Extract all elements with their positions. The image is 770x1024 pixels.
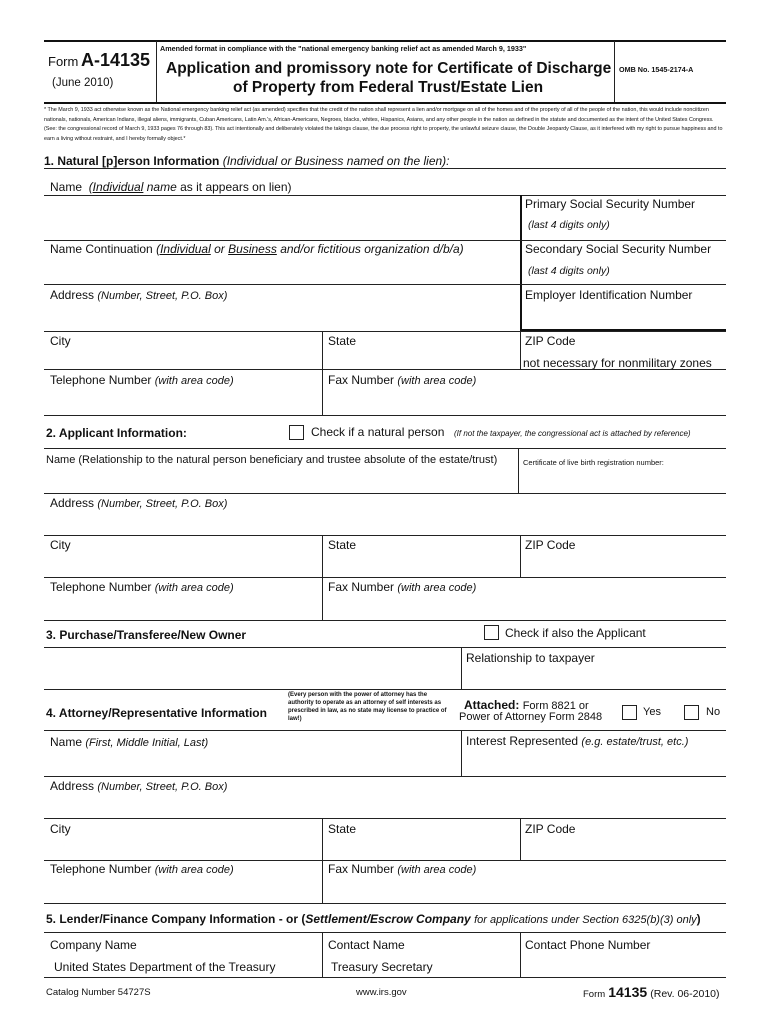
attorney-zip-label: ZIP Code: [525, 822, 576, 836]
company-name-value[interactable]: United States Department of the Treasury: [54, 960, 276, 974]
omb-number: OMB No. 1545-2174-A: [619, 65, 694, 74]
attorney-telephone-label: Telephone Number (with area code): [50, 862, 234, 876]
zip-label: ZIP Code: [525, 334, 576, 348]
top-note: Amended format in compliance with the "national emergency banking relief act as amended March 9, 1933": [160, 44, 527, 53]
zip-note: not necessary for nonmilitary zones: [523, 356, 712, 370]
birth-certificate-label: Certificate of live birth registration number:: [523, 458, 664, 467]
applicant-zip-label: ZIP Code: [525, 538, 576, 552]
section3-heading: 3. Purchase/Transferee/New Owner: [46, 628, 247, 642]
attorney-name-label: Name (First, Middle Initial, Last): [50, 735, 209, 749]
applicant-city-label: City: [50, 538, 71, 552]
form-number: A-14135: [81, 50, 151, 70]
secondary-ssn-note: (last 4 digits only): [528, 265, 610, 277]
attached-line2: Power of Attorney Form 2848: [459, 711, 603, 723]
poa-yes-label: Yes: [643, 706, 661, 718]
city-label: City: [50, 334, 71, 348]
also-applicant-checkbox[interactable]: [484, 625, 499, 640]
section2-heading: 2. Applicant Information:: [46, 426, 187, 440]
ein-label: Employer Identification Number: [525, 288, 693, 302]
attorney-city-label: City: [50, 822, 71, 836]
poa-no-label: No: [706, 706, 721, 718]
section4-heading: 4. Attorney/Representative Information: [46, 706, 267, 720]
name-label: Name (Individual name as it appears on lien): [50, 180, 292, 194]
applicant-name-label: Name (Relationship to the natural person beneficiary and trustee absolute of the estate/trust): [46, 454, 498, 466]
natural-person-label: Check if a natural person: [311, 425, 445, 439]
preamble-text: * The March 9, 1933 act otherwise known as the National emergency banking relief act (as amended) specifies that the credit of the nation shall represent a lien and/or mortgage on all of the homes and of the property of all of the people of the nation, this would include nonciitizen nationals, nationals, American Indians, illegal aliens, immigrants, Cuban Americans, Latin Am.'s, African-Americans, Negroes, blacks, whites, Hispanics, Asians, and any other people in the nation as defined in the statute and documented as the intent of the United States Congress. (See: the congressional record of March 9, 1933 pages 76 through 83). This act intentionally and deliberately violated the takings clause, the due process right to property, the unlawful seizure clause, the Double Jeopardy Clause, as it interfered with my right to pursue happiness and to earn a living without restraint, and I hereby formally object.*: [44, 107, 723, 142]
interest-represented-label: Interest Represented (e.g. estate/trust, etc.): [466, 734, 689, 748]
website-link[interactable]: www.irs.gov: [356, 987, 407, 998]
catalog-number: Catalog Number 54727S: [46, 987, 151, 998]
poa-note: (Every person with the power of attorney has the authority to operate as an attorney of self interests as prescribed in law, as no state may license to practice of law!): [288, 692, 447, 722]
telephone-label: Telephone Number (with area code): [50, 373, 234, 387]
fax-label: Fax Number (with area code): [328, 373, 477, 387]
relationship-label: Relationship to taxpayer: [466, 651, 595, 665]
form-label: Form: [48, 54, 79, 69]
contact-name-value[interactable]: Treasury Secretary: [331, 960, 433, 974]
applicant-fax-label: Fax Number (with area code): [328, 580, 477, 594]
form-title-line2: of Property from Federal Trust/Estate Lien: [233, 79, 544, 96]
name-field[interactable]: [44, 196, 520, 240]
section1-heading: 1. Natural [p]erson Information (Individual or Business named on the lien):: [44, 154, 450, 168]
form-date: (June 2010): [52, 77, 114, 89]
address-label: Address (Number, Street, P.O. Box): [50, 288, 228, 302]
form-title-line1: Application and promissory note for Certificate of Discharge: [166, 60, 612, 77]
applicant-state-label: State: [328, 538, 357, 552]
contact-name-label: Contact Name: [328, 938, 405, 952]
secondary-ssn-label: Secondary Social Security Number: [525, 242, 712, 256]
company-name-label: Company Name: [50, 938, 137, 952]
primary-ssn-note: (last 4 digits only): [528, 219, 610, 231]
contact-phone-label: Contact Phone Number: [525, 938, 651, 952]
poa-yes-checkbox[interactable]: [622, 705, 637, 720]
attached-line1: Attached: Form 8821 or: [464, 698, 589, 712]
natural-person-checkbox[interactable]: [289, 425, 304, 440]
state-label: State: [328, 334, 357, 348]
applicant-address-label: Address (Number, Street, P.O. Box): [50, 496, 228, 510]
section5-heading: 5. Lender/Finance Company Information - or (Settlement/Escrow Company for applications under Section 6325(b)(3) only): [46, 912, 701, 926]
poa-no-checkbox[interactable]: [684, 705, 699, 720]
name-continuation-label: Name Continuation (Individual or Business and/or fictitious organization d/b/a): [50, 242, 464, 256]
attorney-address-label: Address (Number, Street, P.O. Box): [50, 779, 228, 793]
attorney-fax-label: Fax Number (with area code): [328, 862, 477, 876]
natural-person-note: (If not the taxpayer, the congressional act is attached by reference): [454, 429, 691, 438]
applicant-telephone-label: Telephone Number (with area code): [50, 580, 234, 594]
primary-ssn-label: Primary Social Security Number: [525, 197, 696, 211]
footer-form-id: Form 14135 (Rev. 06-2010): [583, 984, 720, 1000]
attorney-state-label: State: [328, 822, 357, 836]
also-applicant-label: Check if also the Applicant: [505, 626, 646, 640]
